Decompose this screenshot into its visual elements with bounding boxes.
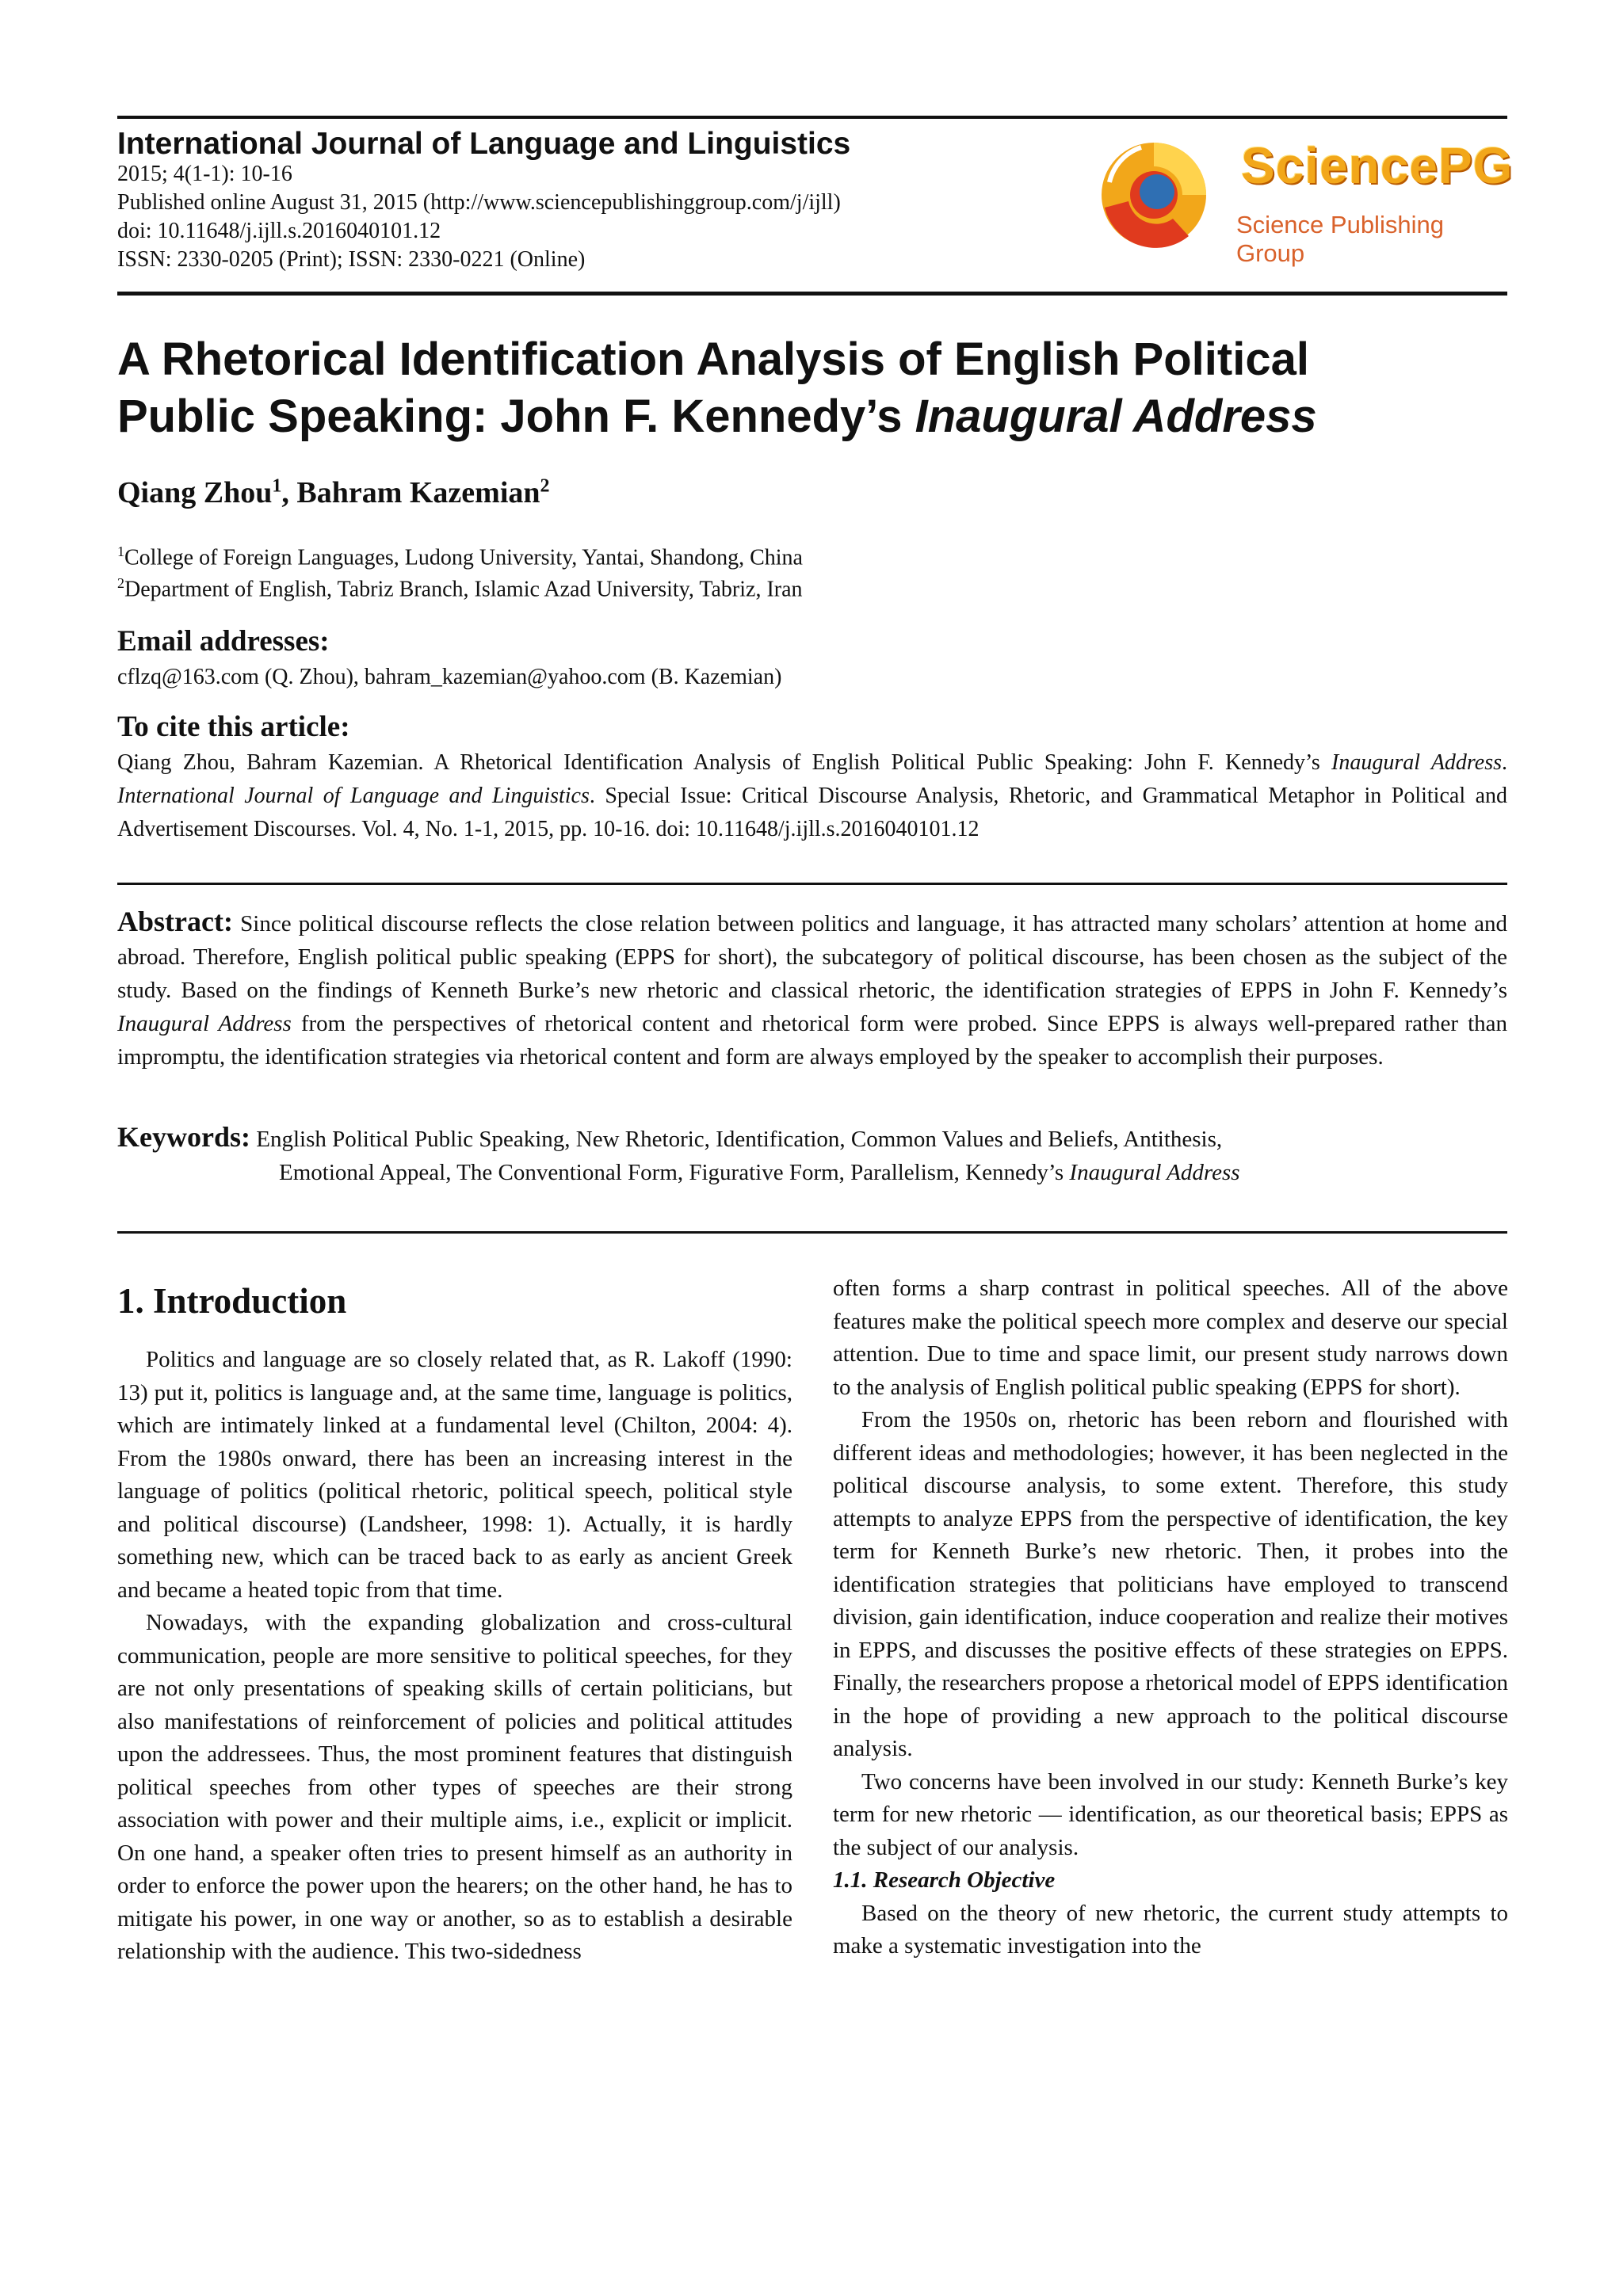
intro-paragraph-2: Nowadays, with the expanding globalization and cross-cultural communication, people are more sensitive to political speeches, for they are not only presentations of speaking skills of certain politicians, but also manifestations of reinforcement of policies and political attitudes upon the addressees. Thus, the most prominent features that distinguish political speeches from other types of speeches are their strong association with power and their multiple aims, i.e., explicit or implicit. On one hand, a speaker often tries to present himself as an authority in order to enforce the power upon the hearers; on the other hand, he has to mitigate his power, in one way or another, so as to establish a desirable relationship with the audience. This two-sidedness (117, 1610, 792, 1964)
affiliation-2: $^2$Department of English, Tabriz Branch, Islamic Azad University, Tabriz, Iran (117, 575, 803, 602)
sciencepg-logo-mark (1094, 135, 1220, 254)
cite-heading: To cite this article: (117, 711, 350, 743)
keywords-label: Keywords: (117, 1121, 250, 1153)
affiliation-1: $^1$College of Foreign Languages, Ludong University, Yantai, Shandong, China (117, 543, 803, 570)
intro-paragraph-3: From the 1950s on, rhetoric has been reborn and flourished with different ideas and methodologies; however, it has been neglected in the political discourse analysis, to some extent. Therefore, this study attempts to analyze EPPS from the perspective of identification, the key term for Kenneth Burke’s new rhetoric. Then, it probes into the identification strategies that politicians have employed to transcend division, gain identification, induce cooperation and realize their motives in EPPS, and discusses the positive effects of these strategies on EPPS. Finally, the researchers propose a rhetorical model of EPPS identification in the hope of providing a new approach to the political discourse analysis. (833, 1407, 1508, 1761)
published-line: Published online August 31, 2015 (http://www.sciencepublishinggroup.com/j/ijll) (117, 190, 841, 215)
journal-title: International Journal of Language and Linguistics (117, 127, 851, 161)
issue-line: 2015; 4(1-1): 10-16 (117, 162, 292, 186)
section-heading-introduction: 1. Introduction (117, 1281, 347, 1321)
paper-title-line2: Public Speaking: John F. Kennedy’s Inaugural Address (117, 391, 1317, 442)
authors: Qiang Zhou$^1$, Bahram Kazemian$^2$ (117, 475, 550, 509)
paper-title (117, 331, 1512, 445)
left-column (117, 1344, 792, 1969)
abstract: Abstract: Since political discourse reflects the close relation between politics and language, it has attracted many scholars’ attention at home and abroad. Therefore, English political public speaking (EPPS for short), the subcategory of political discourse, has been chosen as the subject of the study. Based on the findings of Kenneth Burke’s new rhetoric and classical rhetoric, the identification strategies of EPPS in John F. Kennedy’s Inaugural Address from the perspectives of rhetorical content and rhetorical form were probed. Since EPPS is always well-prepared rather than impromptu, the identification strategies via rhetorical content and form are always employed by the speaker to accomplish their purposes. (117, 906, 1507, 1070)
subsection-heading-research-objective: 1.1. Research Objective (833, 1867, 1056, 1893)
abstract-label: Abstract: (117, 906, 233, 937)
doi-line: doi: 10.11648/j.ijll.s.2016040101.12 (117, 219, 441, 243)
citation-text: Qiang Zhou, Bahram Kazemian. A Rhetorical Identification Analysis of English Political Public Speaking: John F. Kennedy’s Inaugural Address. International Journal of Language and Linguistics. Special Issue: Critical Discourse Analysis, Rhetoric, and Grammatical Metaphor in Political and Advertisement Discourses. Vol. 4, No. 1-1, 2015, pp. 10-16. doi: 10.11648/j.ijll.s.2016040101.12 (117, 750, 1507, 841)
paper-title-line1: A Rhetorical Identification Analysis of English Political (117, 334, 1309, 385)
intro-top-rule (117, 1231, 1507, 1234)
intro-paragraph-5: Based on the theory of new rhetoric, the current study attempts to make a systematic investigation into the (833, 1900, 1508, 1958)
sciencepg-logo (1094, 135, 1514, 267)
logo-subtitle: Science Publishing Group (1236, 211, 1444, 267)
logo-name: SciencePG (1241, 137, 1514, 194)
author-1: Qiang Zhou (117, 476, 273, 509)
header-top-rule (117, 116, 1507, 119)
intro-paragraph-2-cont: often forms a sharp contrast in political speeches. All of the above features make the political speech more complex and deserve our special attention. Due to time and space limit, our present study narrows down to the analysis of English political public speaking (EPPS for short). (833, 1276, 1508, 1400)
email-heading: Email addresses: (117, 625, 330, 658)
email-addresses: cflzq@163.com (Q. Zhou), bahram_kazemian@yahoo.com (B. Kazemian) (117, 665, 782, 689)
issn-line: ISSN: 2330-0205 (Print); ISSN: 2330-0221 (Online) (117, 247, 586, 272)
keywords: Keywords: English Political Public Speaking, New Rhetoric, Identification, Common Values and Beliefs, Antithesis, (117, 1121, 1223, 1153)
right-column (833, 1272, 1508, 1963)
intro-paragraph-1: Politics and language are so closely related that, as R. Lakoff (1990: 13) put it, politics is language and, at the same time, language is politics, which are intimately linked at a fundamental level (Chilton, 2004: 4). From the 1980s onward, there has been an increasing interest in the language of politics (political rhetoric, political speech, political style and political discourse) (Landsheer, 1998: 1). Actually, it is hardly something new, which can be traced back to as early as ancient Greek and became a heated topic from that time. (117, 1347, 792, 1603)
author-2: Bahram Kazemian (296, 476, 540, 509)
keywords-line2: Emotional Appeal, The Conventional Form, Figurative Form, Parallelism, Kennedy’s Inaugural Address (279, 1160, 1240, 1185)
intro-paragraph-4: Two concerns have been involved in our study: Kenneth Burke’s key term for new rhetoric — identification, as our theoretical basis; EPPS as the subject of our analysis. (833, 1768, 1508, 1860)
header-bottom-rule (117, 292, 1507, 296)
abstract-top-rule (117, 883, 1507, 885)
